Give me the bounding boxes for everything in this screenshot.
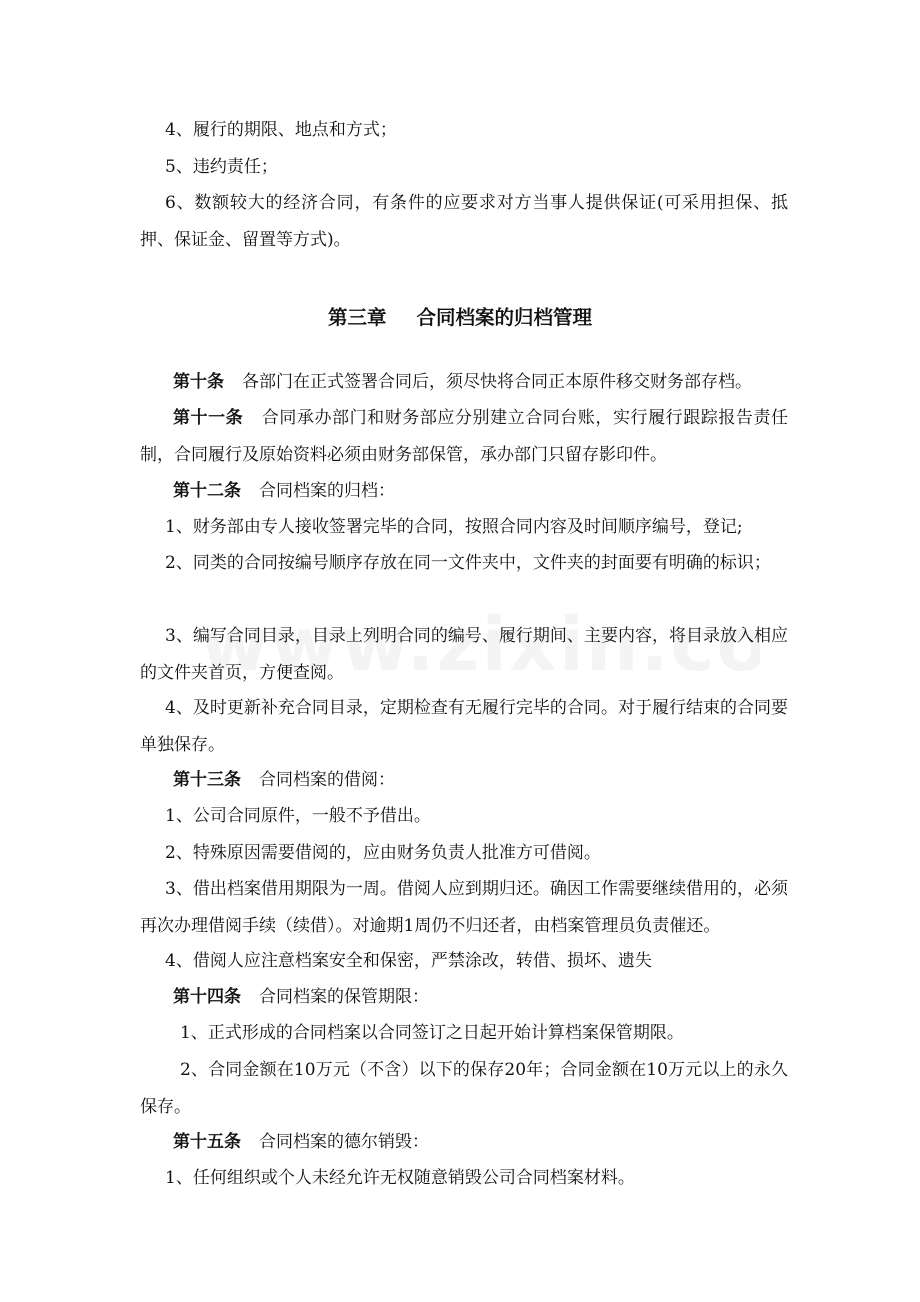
list-item: 4、及时更新补充合同目录，定期检查有无履行完毕的合同。对于履行结束的合同要单独保存。 xyxy=(140,698,788,755)
article-12 xyxy=(140,473,788,510)
list-item: 1、财务部由专人接收签署完毕的合同，按照合同内容及时间顺序编号，登记; xyxy=(165,517,743,537)
article-13 xyxy=(140,762,788,799)
chapter-heading xyxy=(0,298,920,338)
list-item: 2、同类的合同按编号顺序存放在同一文件夹中，文件夹的封面要有明确的标识； xyxy=(165,553,771,573)
article-label: 第十三条 xyxy=(173,770,241,790)
list-item: 3、编写合同目录，目录上列明合同的编号、履行期间、主要内容，将目录放入相应的文件夹首页，方便查阅。 xyxy=(140,626,788,683)
list-item: 4、借阅人应注意档案安全和保密，严禁涂改，转借、损坏、遗失 xyxy=(165,951,652,971)
chapter-title: 合同档案的归档管理 xyxy=(416,306,593,329)
list-item: 1、正式形成的合同档案以合同签订之日起开始计算档案保管期限。 xyxy=(180,1023,684,1043)
article-text: 各部门在正式签署合同后，须尽快将合同正本原件移交财务部存档。 xyxy=(242,372,752,392)
article-label: 第十四条 xyxy=(173,987,241,1007)
list-item: 1、任何组织或个人未经允许无权随意销毁公司合同档案材料。 xyxy=(165,1168,635,1188)
article-text: 合同档案的保管期限： xyxy=(259,987,429,1007)
article-text: 合同档案的借阅： xyxy=(259,770,395,790)
article-14 xyxy=(140,979,788,1016)
article-text: 合同档案的德尔销毁： xyxy=(259,1132,429,1152)
article-text: 合同承办部门和财务部应分别建立合同台账，实行履行跟踪报告责任制，合同履行及原始资料必须由财务部保管，承办部门只留存影印件。 xyxy=(140,408,789,465)
article-11 xyxy=(140,400,788,474)
list-item: 3、借出档案借用期限为一周。借阅人应到期归还。确因工作需要继续借用的，必须再次办理借阅手续（续借）。对逾期1周仍不归还者，由档案管理员负责催还。 xyxy=(140,879,788,936)
clause-line-6: 6、数额较大的经济合同，有条件的应要求对方当事人提供保证(可采用担保、抵押、保证金、留置等方式)。 xyxy=(140,193,788,250)
article-text: 合同档案的归档： xyxy=(259,481,395,501)
list-item: 1、公司合同原件，一般不予借出。 xyxy=(165,806,431,826)
clause-line-4: 4、履行的期限、地点和方式； xyxy=(165,120,397,140)
article-10 xyxy=(140,364,788,401)
article-15 xyxy=(140,1124,788,1161)
list-item: 2、合同金额在10万元（不含）以下的保存20年；合同金额在10万元以上的永久保存。 xyxy=(140,1060,788,1117)
list-item: 2、特殊原因需要借阅的，应由财务负责人批准方可借阅。 xyxy=(165,843,601,863)
article-label: 第十五条 xyxy=(173,1132,241,1152)
article-label: 第十条 xyxy=(173,372,224,392)
article-label: 第十二条 xyxy=(173,481,241,501)
chapter-number: 第三章 xyxy=(327,306,387,329)
clause-line-5: 5、违约责任； xyxy=(165,157,278,177)
article-label: 第十一条 xyxy=(173,408,244,428)
